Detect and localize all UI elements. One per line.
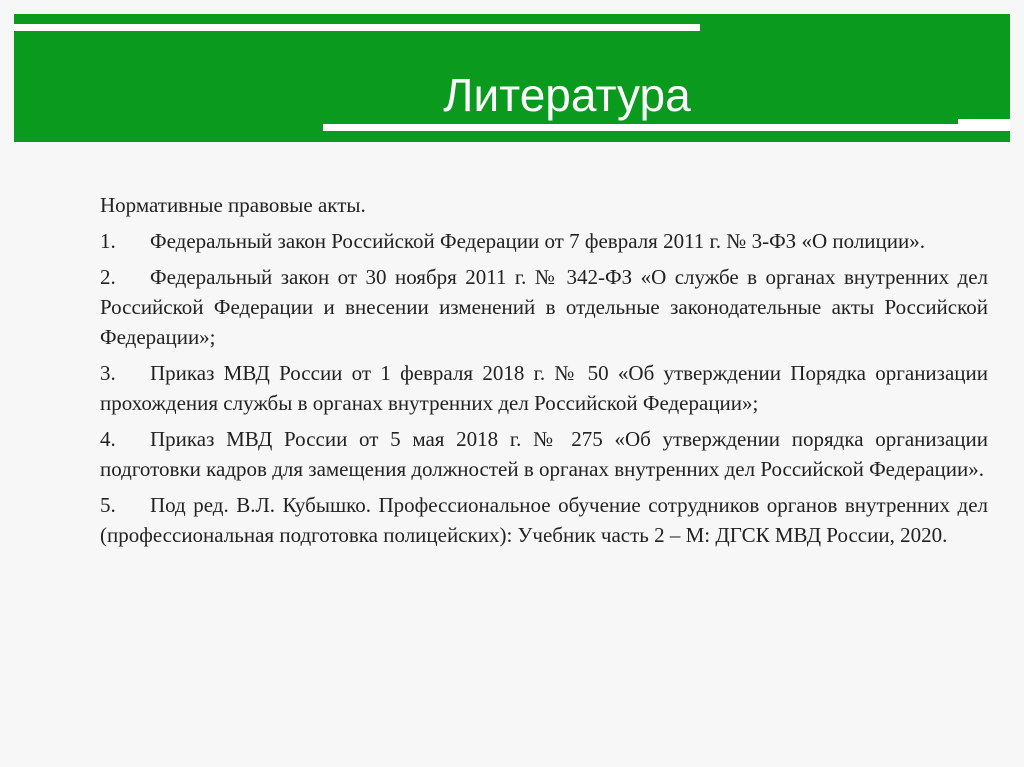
list-item: [100, 226, 988, 256]
item-text: Федеральный закон Российской Федерации от 7 февраля 2011 г. № 3-ФЗ «О полиции».: [150, 229, 926, 253]
item-number: 1.: [100, 229, 116, 253]
item-text: Приказ МВД России от 1 февраля 2018 г. № 50 «Об утверждении Порядка организации прохождения службы в органах внутренних дел Российской Федерации»;: [100, 361, 988, 415]
item-text: Федеральный закон от 30 ноября 2011 г. № 342-ФЗ «О службе в органах внутренних дел Российской Федерации и внесении изменений в отдельные законодательные акты Российской Федерации»;: [100, 265, 988, 349]
banner-bottom-stripe: [323, 124, 1010, 131]
list-item: [100, 358, 988, 418]
list-item: [100, 262, 988, 352]
item-number: 4.: [100, 427, 116, 451]
list-item: [100, 490, 988, 550]
reference-list: [100, 190, 988, 556]
item-text: Под ред. В.Л. Кубышко. Профессиональное обучение сотрудников органов внутренних дел (профессиональная подготовка полицейских): Учебник часть 2 – М: ДГСК МВД России, 2020.: [100, 493, 988, 547]
slide-title: Литература: [443, 69, 691, 121]
item-number: 5.: [100, 493, 116, 517]
banner-top-stripe: [14, 24, 700, 31]
list-intro: Нормативные правовые акты.: [100, 193, 366, 217]
item-text: Приказ МВД России от 5 мая 2018 г. № 275 «Об утверждении порядка организации подготовки кадров для замещения должностей в органах внутренних дел Российской Федерации».: [100, 427, 988, 481]
item-number: 3.: [100, 361, 116, 385]
list-item: [100, 424, 988, 484]
item-number: 2.: [100, 265, 116, 289]
